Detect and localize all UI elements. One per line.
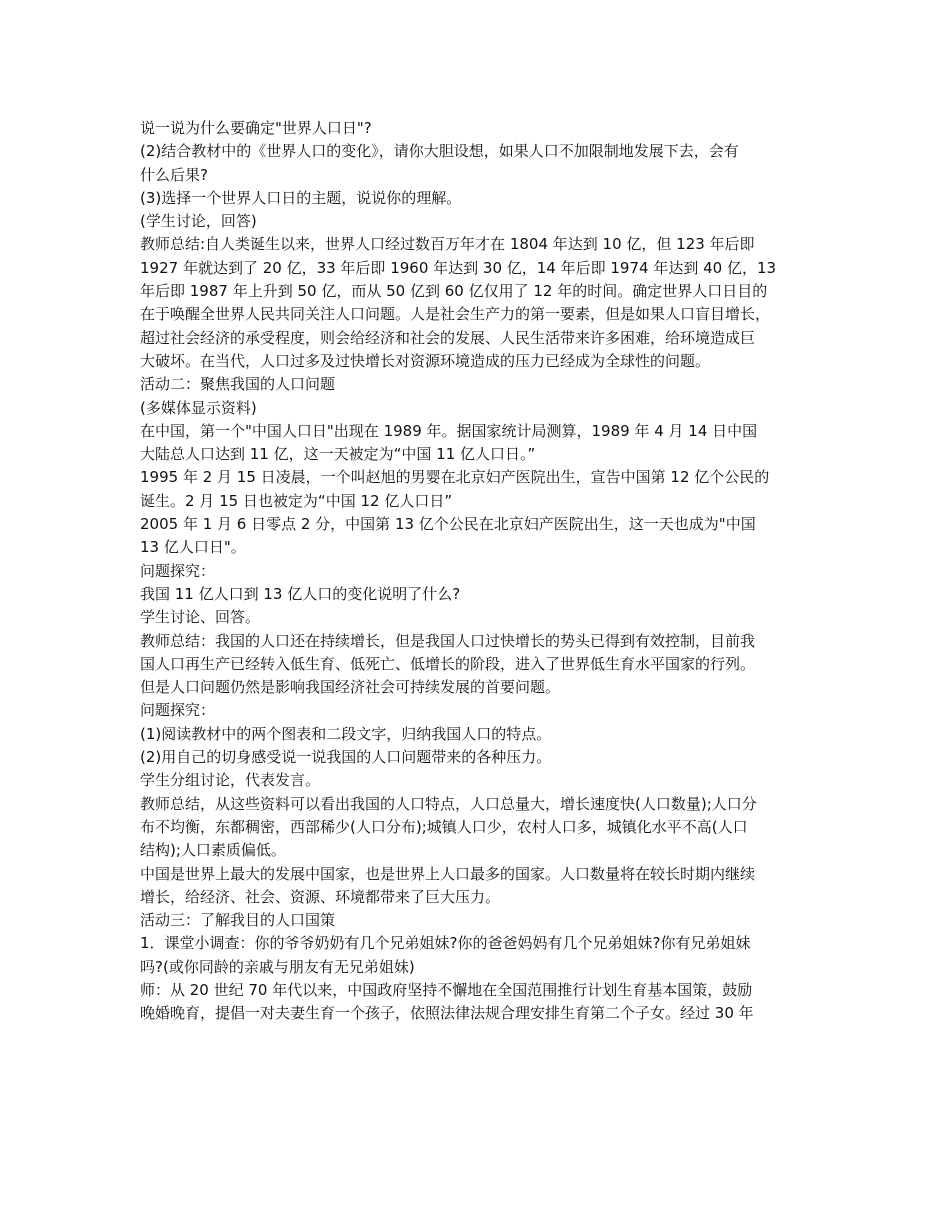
paragraph <box>140 513 830 560</box>
paragraph <box>140 397 830 420</box>
paragraph <box>140 117 830 140</box>
text-line: 学生讨论、回答。 <box>140 608 261 627</box>
text-line: 诞生。2 月 15 日也被定为“中国 12 亿人口日” <box>140 491 453 510</box>
text-line: 1927 年就达到了 20 亿，33 年后即 1960 年达到 30 亿，14 年后即 1974 年达到 40 亿，13 <box>140 258 777 277</box>
paragraph <box>140 979 830 1026</box>
text-line: 13 亿人口日"。 <box>140 538 246 557</box>
text-line: 教师总结，从这些资料可以看出我国的人口特点，人口总量大，增长速度快(人口数量);人口分 <box>140 794 757 813</box>
text-line: 但是人口问题仍然是影响我国经济社会可持续发展的首要问题。 <box>140 678 561 697</box>
text-line: 吗?(或你同龄的亲戚与朋友有无兄弟姐妹) <box>140 957 415 976</box>
text-line: 大破坏。在当代，人口过多及过快增长对资源环境造成的压力已经成为全球性的问题。 <box>140 351 711 370</box>
paragraph <box>140 630 830 700</box>
text-line: 在于唤醒全世界人民共同关注人口问题。人是社会生产力的第一要素，但是如果人口盲目增长， <box>140 305 771 324</box>
text-line: 2005 年 1 月 6 日零点 2 分，中国第 13 亿个公民在北京妇产医院出生，这一天也成为"中国 <box>140 515 756 534</box>
paragraph <box>140 210 830 233</box>
paragraph <box>140 466 830 513</box>
paragraph <box>140 932 830 979</box>
text-line: (3)选择一个世界人口日的主题，说说你的理解。 <box>140 188 462 207</box>
text-line: 布不均衡，东都稠密，西部稀少(人口分布);城镇人口少，农村人口多，城镇化水平不高(人口 <box>140 817 748 836</box>
text-line: (2)结合教材中的《世界人口的变化》，请你大胆设想，如果人口不加限制地发展下去，会有 <box>140 142 739 161</box>
text-line: 晚婚晚育，提倡一对夫妻生育一个孩子，依照法律法规合理安排生育第二个子女。经过 30 年 <box>140 1004 754 1023</box>
text-line: (2)用自己的切身感受说一说我国的人口问题带来的各种压力。 <box>140 748 552 767</box>
text-line: 1995 年 2 月 15 日凌晨，一个叫赵旭的男婴在北京妇产医院出生，宣告中国第 12 亿个公民的 <box>140 468 770 487</box>
text-line: 师：从 20 世纪 70 年代以来，中国政府坚持不懈地在全国范围推行计划生育基本国策，鼓励 <box>140 980 753 999</box>
paragraph <box>140 606 830 629</box>
text-line: 结构);人口素质偏低。 <box>140 841 286 860</box>
text-line: 活动二：聚焦我国的人口问题 <box>140 375 336 394</box>
text-line: 什么后果? <box>140 165 208 184</box>
text-line: 增长，给经济、社会、资源、环境都带来了巨大压力。 <box>140 887 501 906</box>
paragraph <box>140 420 830 467</box>
paragraph <box>140 863 830 910</box>
text-line: 教师总结:自人类诞生以来，世界人口经过数百万年才在 1804 年达到 10 亿，但 123 年后即 <box>140 235 755 254</box>
text-line: 问题探究： <box>140 701 216 720</box>
paragraph <box>140 723 830 746</box>
text-line: 教师总结：我国的人口还在持续增长，但是我国人口过快增长的势头已得到有效控制，目前我 <box>140 631 756 650</box>
text-line: 说一说为什么要确定"世界人口日"? <box>140 119 372 137</box>
text-line: 年后即 1987 年上升到 50 亿，而从 50 亿到 60 亿仅用了 12 年的时间。确定世界人口日目的 <box>140 282 768 301</box>
document-body <box>140 117 830 1026</box>
text-line: 1．课堂小调查：你的爷爷奶奶有几个兄弟姐妹?你的爸爸妈妈有几个兄弟姐妹?你有兄弟姐妹 <box>140 934 751 953</box>
paragraph <box>140 187 830 210</box>
paragraph <box>140 583 830 606</box>
text-line: 超过社会经济的承受程度，则会给经济和社会的发展、人民生活带来许多困难，给环境造成巨 <box>140 328 756 347</box>
text-line: (1)阅读教材中的两个图表和二段文字，归纳我国人口的特点。 <box>140 724 552 743</box>
paragraph <box>140 746 830 769</box>
text-line: 活动三：了解我目的人口国策 <box>140 911 336 930</box>
paragraph <box>140 373 830 396</box>
paragraph <box>140 793 830 863</box>
paragraph <box>140 233 830 373</box>
text-line: 我国 11 亿人口到 13 亿人口的变化说明了什么? <box>140 584 461 603</box>
paragraph <box>140 769 830 792</box>
text-line: (学生讨论，回答) <box>140 212 257 231</box>
paragraph <box>140 909 830 932</box>
paragraph <box>140 140 830 187</box>
text-line: 学生分组讨论，代表发言。 <box>140 771 321 790</box>
text-line: 大陆总人口达到 11 亿，这一天被定为“中国 11 亿人口日。” <box>140 445 536 464</box>
text-line: 在中国，第一个"中国人口日"出现在 1989 年。据国家统计局测算，1989 年 4 月 14 日中国 <box>140 421 758 440</box>
text-line: 中国是世界上最大的发展中国家，也是世界上人口最多的国家。人口数量将在较长时期内继续 <box>140 864 756 883</box>
text-line: 问题探究： <box>140 561 216 580</box>
text-line: (多媒体显示资料) <box>140 398 257 417</box>
text-line: 国人口再生产已经转入低生育、低死亡、低增长的阶段，进入了世界低生育水平国家的行列。 <box>140 654 756 673</box>
paragraph <box>140 699 830 722</box>
paragraph <box>140 560 830 583</box>
